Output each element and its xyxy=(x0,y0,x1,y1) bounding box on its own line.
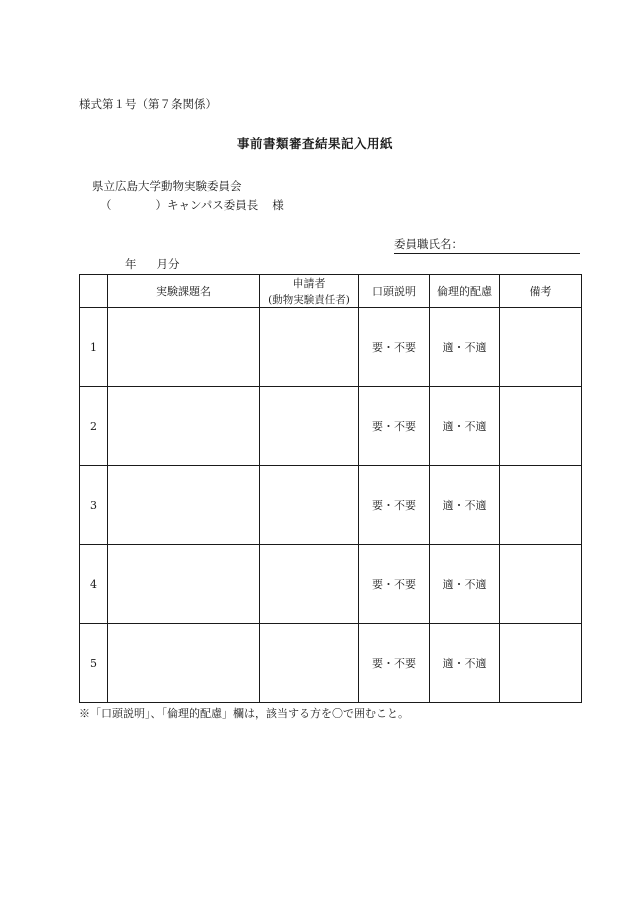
experiment-title-cell[interactable] xyxy=(108,466,260,545)
recipient-line xyxy=(100,200,284,212)
applicant-cell[interactable] xyxy=(260,545,359,624)
oral-choice-cell[interactable]: 要・不要 xyxy=(359,387,430,466)
recipient-organization: 県立広島大学動物実験委員会 xyxy=(92,179,242,193)
oral-choice-cell[interactable]: 要・不要 xyxy=(359,308,430,387)
table-row xyxy=(80,545,582,624)
header-ethical-consideration: 倫理的配慮 xyxy=(430,275,500,308)
table-header-row xyxy=(80,275,582,308)
ethics-choice-cell[interactable]: 適・不適 xyxy=(430,466,500,545)
row-number: 1 xyxy=(80,308,108,387)
recipient-campus-chair: ）キャンパス委員長 xyxy=(155,198,259,212)
ethics-choice-cell[interactable]: 適・不適 xyxy=(430,308,500,387)
experiment-title-cell[interactable] xyxy=(108,545,260,624)
notes-cell[interactable] xyxy=(500,624,582,703)
table-row xyxy=(80,624,582,703)
oral-choice-cell[interactable]: 要・不要 xyxy=(359,466,430,545)
year-month-line xyxy=(125,259,180,271)
form-number: 様式第１号（第７条関係） xyxy=(79,97,217,111)
footnote: ※「口頭説明」、「倫理的配慮」欄は，該当する方を〇で囲むこと。 xyxy=(79,707,409,720)
recipient-open-paren: （ xyxy=(100,198,112,212)
row-number: 5 xyxy=(80,624,108,703)
applicant-cell[interactable] xyxy=(260,466,359,545)
table-row xyxy=(80,466,582,545)
header-notes: 備考 xyxy=(500,275,582,308)
row-number: 2 xyxy=(80,387,108,466)
header-applicant-line1: 申請者 xyxy=(292,277,326,290)
row-number: 3 xyxy=(80,466,108,545)
form-title: 事前書類審査結果記入用紙 xyxy=(236,136,393,151)
notes-cell[interactable] xyxy=(500,387,582,466)
experiment-title-cell[interactable] xyxy=(108,624,260,703)
applicant-cell[interactable] xyxy=(260,308,359,387)
table-row xyxy=(80,308,582,387)
month-label: 月分 xyxy=(156,257,180,271)
applicant-cell[interactable] xyxy=(260,387,359,466)
notes-cell[interactable] xyxy=(500,466,582,545)
review-table xyxy=(79,274,582,703)
member-name-label: 委員職氏名： xyxy=(394,237,463,251)
ethics-choice-cell[interactable]: 適・不適 xyxy=(430,545,500,624)
experiment-title-cell[interactable] xyxy=(108,387,260,466)
recipient-honorific: 様 xyxy=(272,198,284,212)
experiment-title-cell[interactable] xyxy=(108,308,260,387)
notes-cell[interactable] xyxy=(500,545,582,624)
table-row xyxy=(80,387,582,466)
member-name-field[interactable] xyxy=(394,239,580,254)
header-applicant xyxy=(260,275,359,308)
header-experiment-title: 実験課題名 xyxy=(108,275,260,308)
applicant-cell[interactable] xyxy=(260,624,359,703)
oral-choice-cell[interactable]: 要・不要 xyxy=(359,624,430,703)
header-no xyxy=(80,275,108,308)
header-applicant-line2: (動物実験責任者) xyxy=(268,294,350,306)
ethics-choice-cell[interactable]: 適・不適 xyxy=(430,387,500,466)
row-number: 4 xyxy=(80,545,108,624)
header-oral-explanation: 口頭説明 xyxy=(359,275,430,308)
year-label: 年 xyxy=(125,257,137,271)
oral-choice-cell[interactable]: 要・不要 xyxy=(359,545,430,624)
notes-cell[interactable] xyxy=(500,308,582,387)
ethics-choice-cell[interactable]: 適・不適 xyxy=(430,624,500,703)
